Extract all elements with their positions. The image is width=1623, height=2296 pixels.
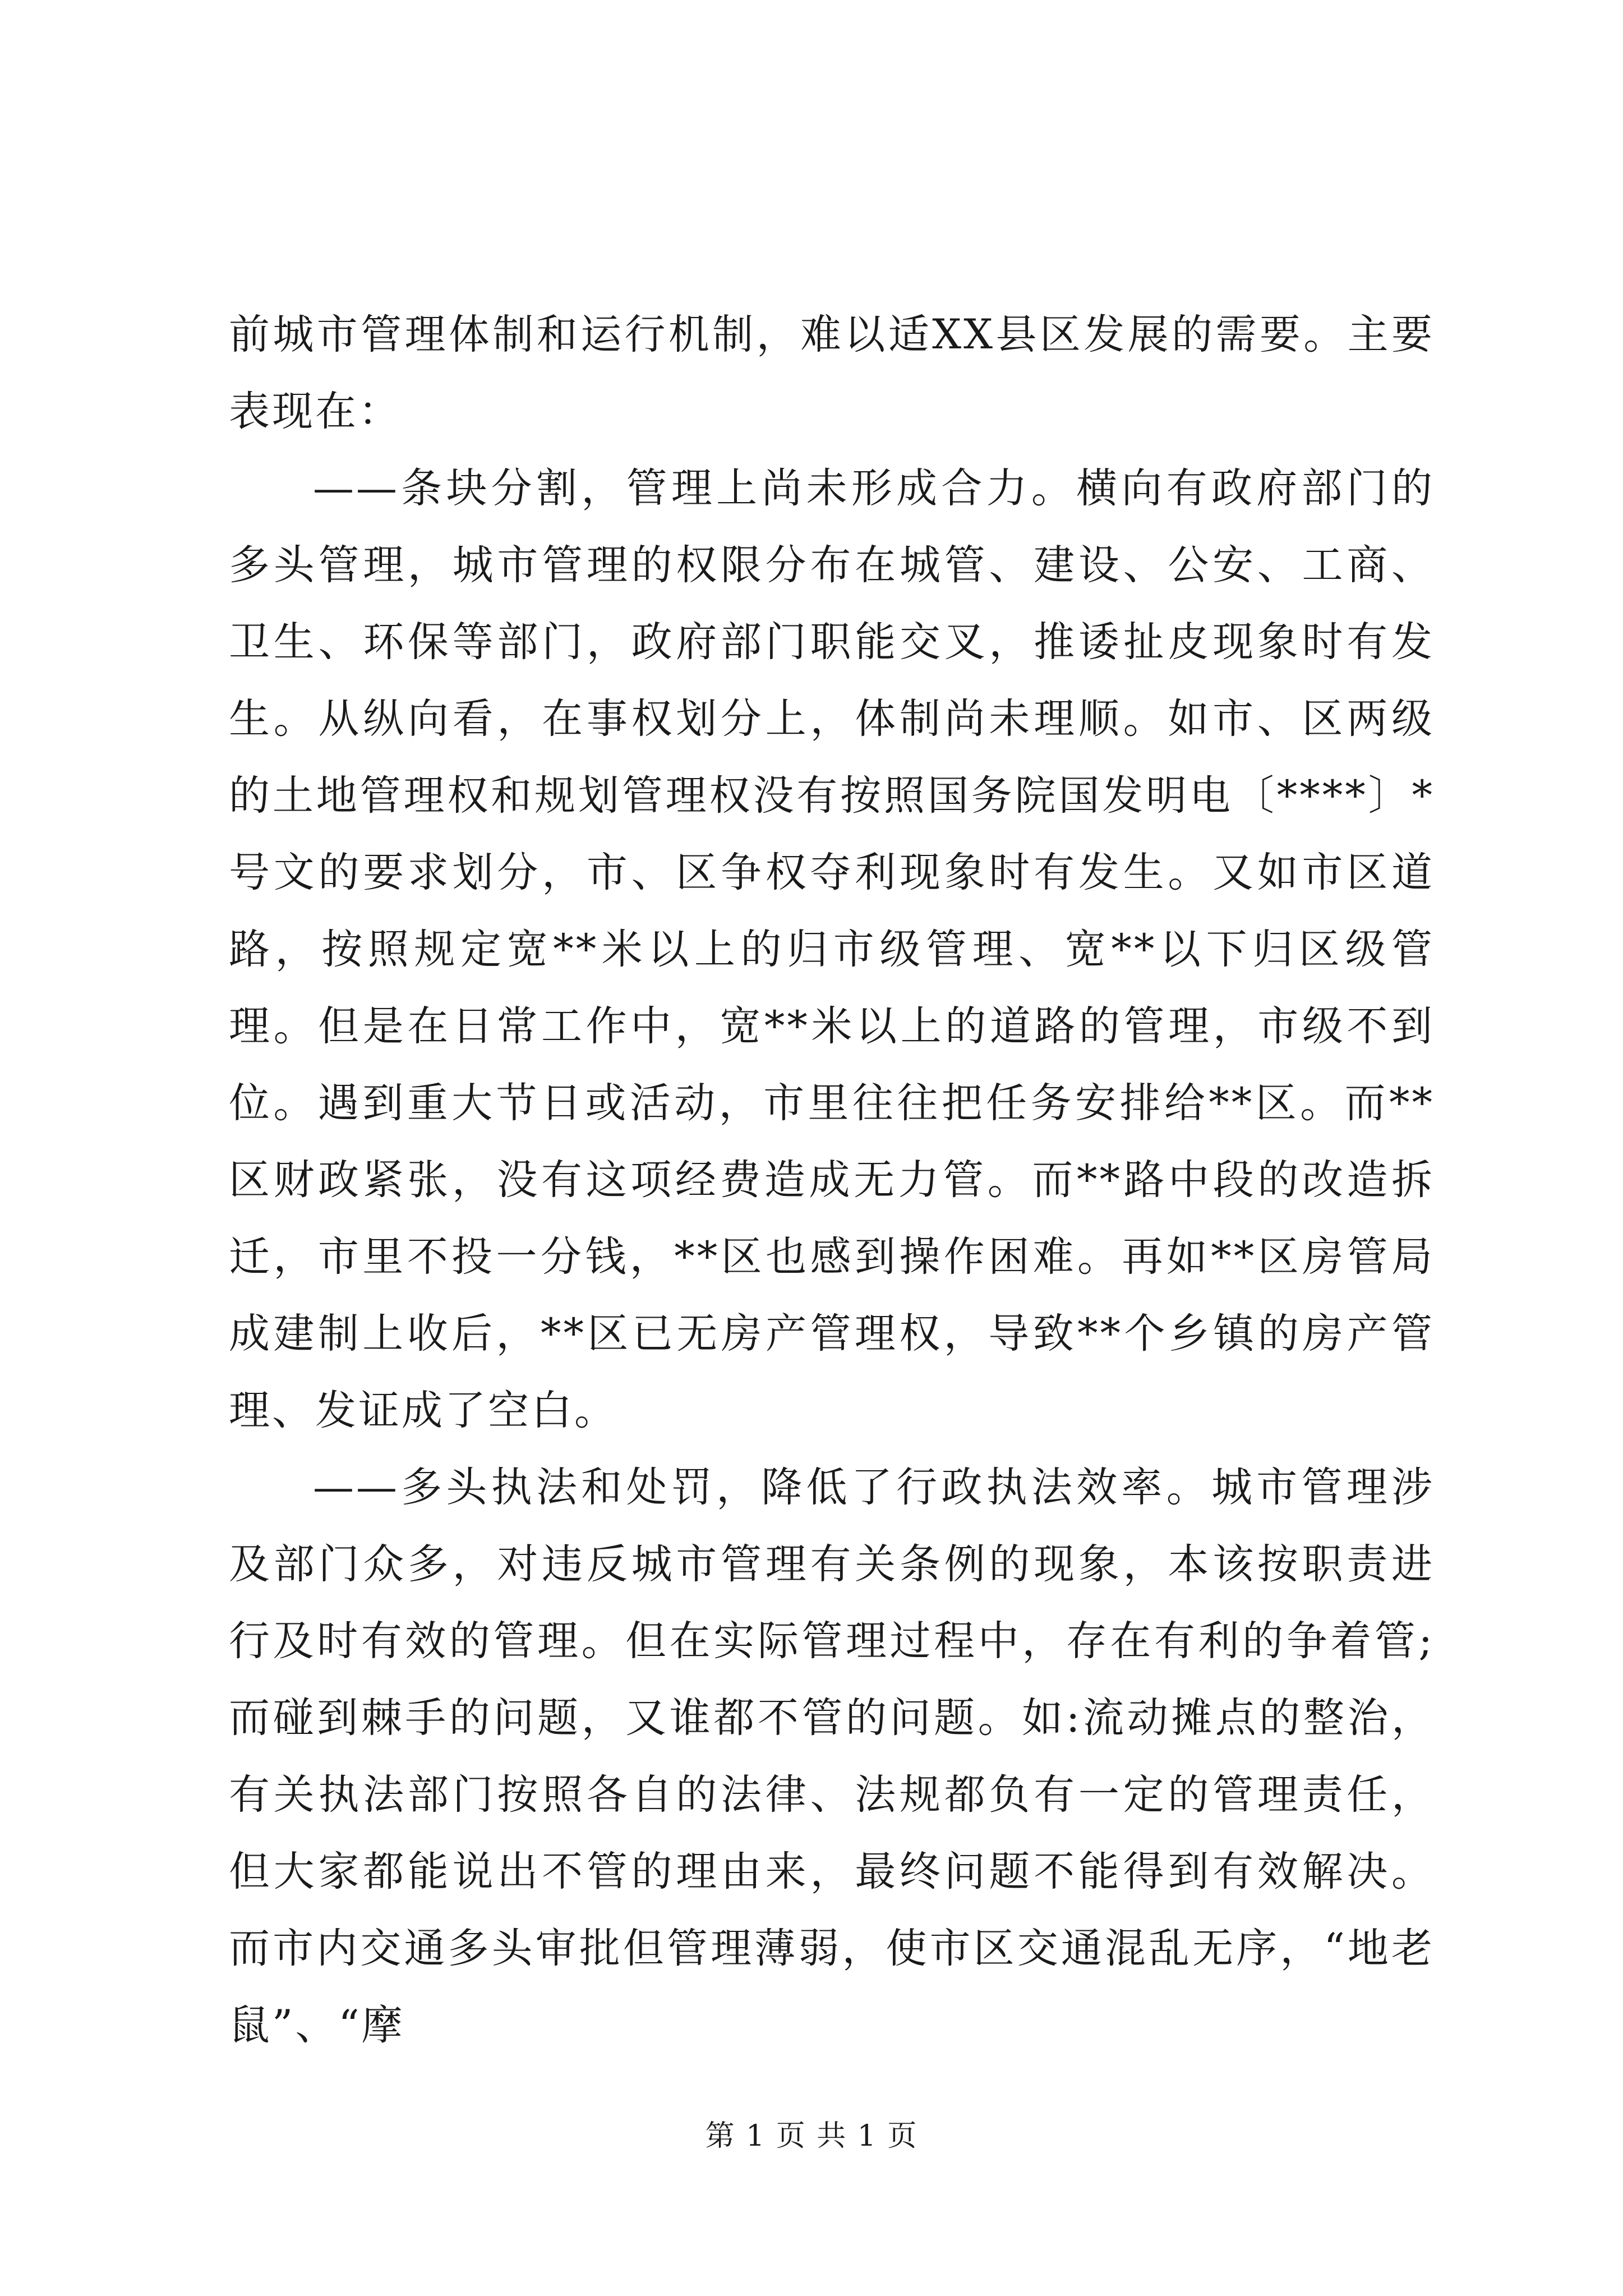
document-body [229, 296, 1435, 2064]
paragraph-1: 前城市管理体制和运行机制，难以适XX县区发展的需要。主要表现在： [229, 311, 1435, 435]
page-footer: 第 1 页 共 1 页 [705, 2119, 918, 2153]
paragraph-3: ——多头执法和处罚，降低了行政执法效率。城市管理涉及部门众多，对违反城市管理有关条例的现象，本该按职责进行及时有效的管理。但在实际管理过程中，存在有利的争着管;而碰到棘手的问题，又谁都不管的问题。如:流动摊点的整治，有关执法部门按照各自的法律、法规都负有一定的管理责任，但大家都能说出不管的理由来，最终问题不能得到有效解决。而市内交通多头审批但管理薄弱，使市区交通混乱无序，“地老鼠”、“摩 [229, 1464, 1435, 2049]
paragraph-2: ——条块分割，管理上尚未形成合力。横向有政府部门的多头管理，城市管理的权限分布在城管、建设、公安、工商、卫生、环保等部门，政府部门职能交叉，推诿扯皮现象时有发生。从纵向看，在事权划分上，体制尚未理顺。如市、区两级的土地管理权和规划管理权没有按照国务院国发明电〔****〕*号文的要求划分，市、区争权夺利现象时有发生。又如市区道路，按照规定宽**米以上的归市级管理、宽**以下归区级管理。但是在日常工作中，宽**米以上的道路的管理，市级不到位。遇到重大节日或活动，市里往往把任务安排给**区。而**区财政紧张，没有这项经费造成无力管。而**路中段的改造拆迁，市里不投一分钱，**区也感到操作困难。再如**区房管局成建制上收后，**区已无房产管理权，导致**个乡镇的房产管理、发证成了空白。 [229, 464, 1435, 1434]
